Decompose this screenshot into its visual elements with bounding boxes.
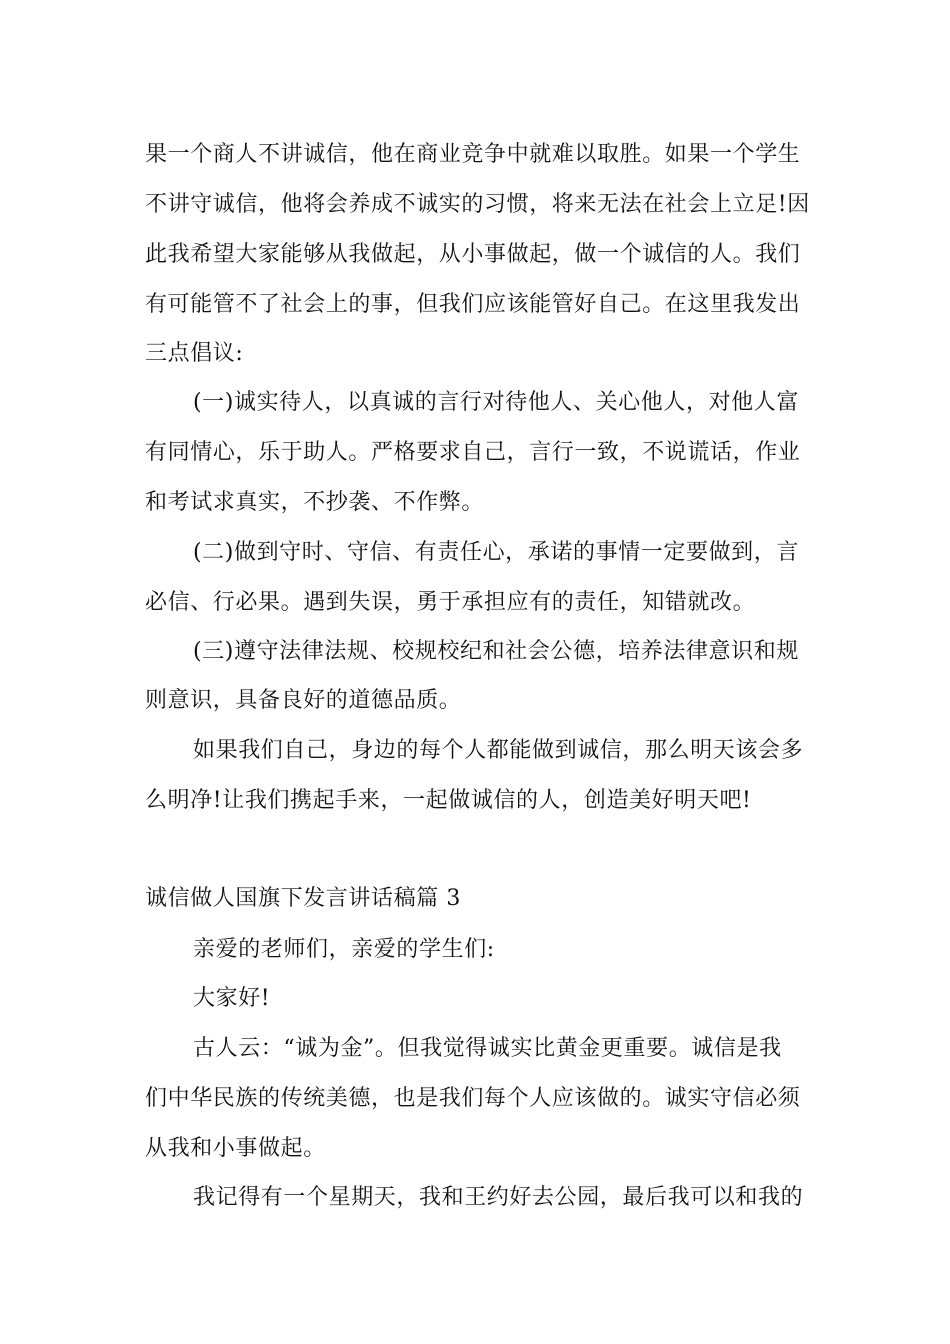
proposal-1-line: 有同情心，乐于助人。严格要求自己，言行一致，不说谎话，作业 bbox=[145, 440, 801, 465]
paragraph-line: 不讲守诚信，他将会养成不诚实的习惯，将来无法在社会上立足!因 bbox=[145, 192, 810, 217]
greeting: 大家好! bbox=[193, 986, 271, 1011]
proposal-1-line: (一)诚实待人，以真诚的言行对待他人、关心他人，对他人富 bbox=[193, 390, 799, 415]
paragraph-line: 果一个商人不讲诚信，他在商业竞争中就难以取胜。如果一个学生 bbox=[145, 142, 801, 167]
section-title: 诚信做人国旗下发言讲话稿篇 3 bbox=[145, 886, 461, 911]
proposal-3-line: 则意识，具备良好的道德品质。 bbox=[145, 688, 462, 713]
paragraph-line: 三点倡议: bbox=[145, 341, 244, 366]
paragraph-line: 们中华民族的传统美德，也是我们每个人应该做的。诚实守信必须 bbox=[145, 1086, 801, 1111]
closing-line: 么明净!让我们携起手来，一起做诚信的人，创造美好明天吧! bbox=[145, 788, 752, 813]
proposal-2-line: 必信、行必果。遇到失误，勇于承担应有的责任，知错就改。 bbox=[145, 590, 756, 615]
paragraph-line: 从我和小事做起。 bbox=[145, 1136, 326, 1161]
salutation: 亲爱的老师们，亲爱的学生们: bbox=[193, 937, 495, 962]
paragraph-line: 有可能管不了社会上的事，但我们应该能管好自己。在这里我发出 bbox=[145, 292, 801, 317]
proposal-2-line: (二)做到守时、守信、有责任心，承诺的事情一定要做到，言 bbox=[193, 540, 799, 565]
proposal-3-line: (三)遵守法律法规、校规校纪和社会公德，培养法律意识和规 bbox=[193, 639, 799, 664]
proposal-1-line: 和考试求真实，不抄袭、不作弊。 bbox=[145, 490, 485, 515]
closing-line: 如果我们自己，身边的每个人都能做到诚信，那么明天该会多 bbox=[193, 738, 804, 763]
paragraph-line: 我记得有一个星期天，我和王约好去公园，最后我可以和我的 bbox=[193, 1185, 804, 1210]
paragraph-line: 此我希望大家能够从我做起，从小事做起，做一个诚信的人。我们 bbox=[145, 242, 801, 267]
paragraph-line: 古人云：“诚为金”。但我觉得诚实比黄金更重要。诚信是我 bbox=[193, 1036, 782, 1061]
